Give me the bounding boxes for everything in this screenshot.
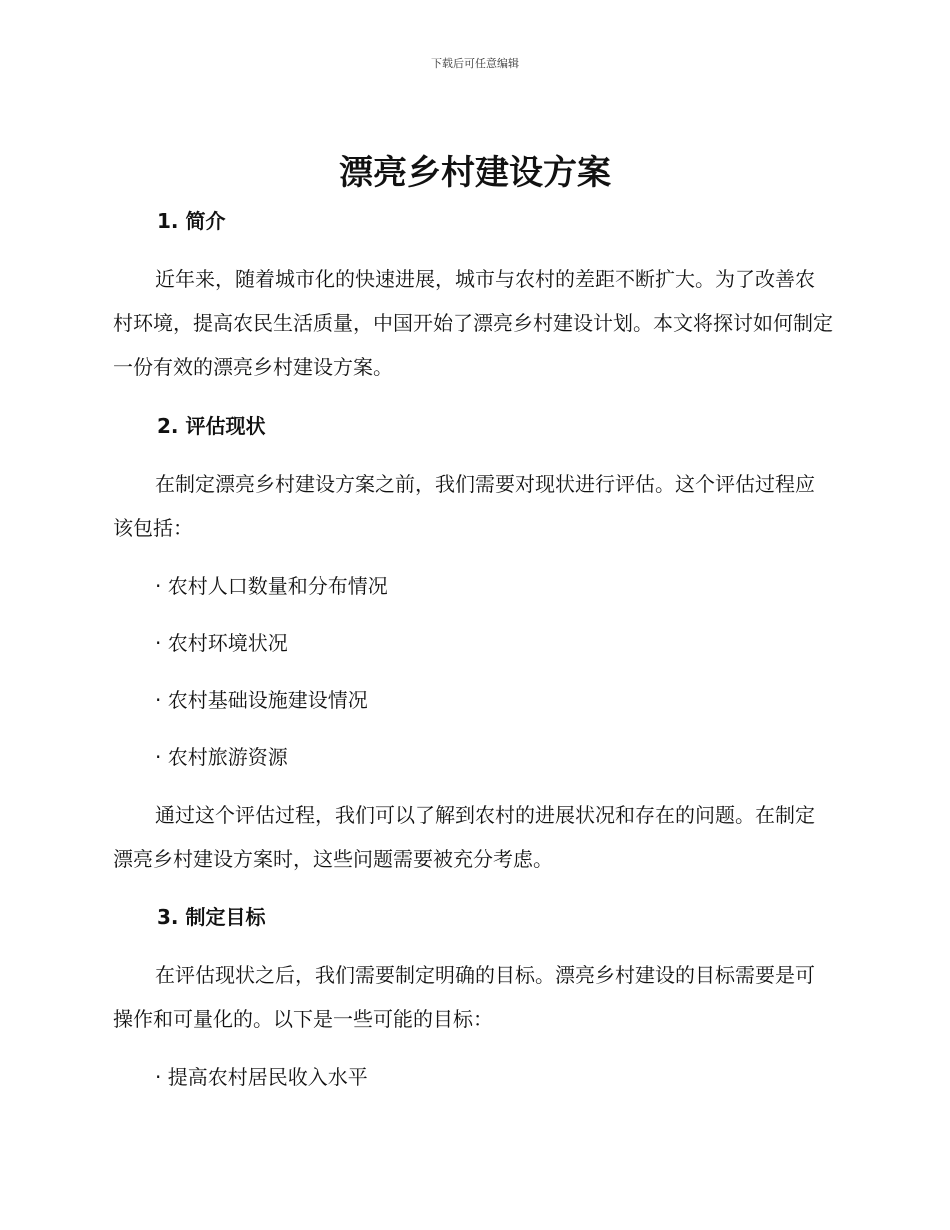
section-heading-assessment: 2. 评估现状 — [157, 414, 266, 438]
goals-intro-paragraph: 在评估现状之后，我们需要制定明确的目标。漂亮乡村建设的目标需要是可操作和可量化的。以下是一些可能的目标： — [113, 963, 815, 1031]
page-header: 下载后可任意编辑 — [431, 57, 519, 70]
document-title: 漂亮乡村建设方案 — [339, 153, 611, 193]
intro-paragraph: 近年来，随着城市化的快速进展，城市与农村的差距不断扩大。为了改善农村环境，提高农民生活质量，中国开始了漂亮乡村建设计划。本文将探讨如何制定一份有效的漂亮乡村建设方案。 — [113, 267, 833, 379]
bullet-item: · 农村环境状况 — [155, 631, 288, 655]
assessment-intro-paragraph: 在制定漂亮乡村建设方案之前，我们需要对现状进行评估。这个评估过程应该包括： — [113, 472, 815, 540]
section-heading-goals: 3. 制定目标 — [157, 905, 266, 929]
assessment-outro-paragraph: 通过这个评估过程，我们可以了解到农村的进展状况和存在的问题。在制定漂亮乡村建设方案时，这些问题需要被充分考虑。 — [113, 803, 815, 871]
bullet-item: · 提高农村居民收入水平 — [155, 1065, 368, 1089]
bullet-item: · 农村旅游资源 — [155, 745, 288, 769]
section-heading-intro: 1. 简介 — [157, 209, 226, 233]
bullet-item: · 农村基础设施建设情况 — [155, 688, 368, 712]
bullet-item: · 农村人口数量和分布情况 — [155, 574, 388, 598]
